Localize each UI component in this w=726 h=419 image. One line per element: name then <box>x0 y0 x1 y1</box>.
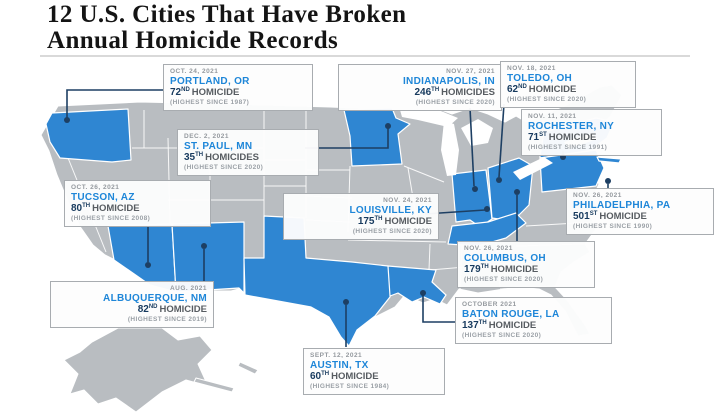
stat-word: HOMICIDES <box>205 152 259 164</box>
callout-city: ST. PAUL, MN <box>184 140 253 152</box>
marker-albuquerque <box>201 243 207 249</box>
callout-indianapolis <box>338 64 502 111</box>
alaska-islands-2 <box>238 362 258 374</box>
ordinal-suffix: TH <box>82 203 91 210</box>
callout-albuquerque <box>50 281 214 328</box>
homicide-count: 35 <box>184 152 196 164</box>
marker-baton-rouge <box>420 290 426 296</box>
callout-note: (HIGHEST SINCE 1990) <box>573 223 653 231</box>
callout-city: COLUMBUS, OH <box>464 252 546 264</box>
homicide-count: 175 <box>357 216 375 228</box>
marker-st-paul <box>385 123 391 129</box>
callout-portland <box>163 64 313 111</box>
ordinal-suffix: TH <box>195 152 204 159</box>
callout-louisville <box>283 193 439 240</box>
callout-stat <box>528 132 655 144</box>
callout-date: OCT. 26, 2021 <box>71 184 120 191</box>
homicide-count: 62 <box>507 84 519 96</box>
callout-stat <box>310 371 438 383</box>
alaska-islands <box>194 378 234 392</box>
homicide-count: 60 <box>310 371 322 383</box>
callout-date: SEPT. 12, 2021 <box>310 352 363 359</box>
callout-date: DEC. 2, 2021 <box>184 133 230 140</box>
ordinal-suffix: TH <box>321 371 330 378</box>
callout-date: OCTOBER 2021 <box>462 301 517 308</box>
stat-word: HOMICIDE <box>490 264 539 276</box>
state-alaska <box>64 328 212 412</box>
callout-date: NOV. 24, 2021 <box>383 197 432 204</box>
callout-date: NOV. 26, 2021 <box>573 192 622 199</box>
callout-stat <box>462 320 605 332</box>
homicide-count: 137 <box>462 320 479 332</box>
title-line-1: 12 U.S. Cities That Have Broken <box>47 1 407 28</box>
callout-date: AUG. 2021 <box>169 285 207 292</box>
callout-date: OCT. 24, 2021 <box>170 68 219 75</box>
marker-columbus <box>514 189 520 195</box>
stat-word: HOMICIDE <box>159 304 207 316</box>
callout-date: NOV. 26, 2021 <box>464 245 513 252</box>
ordinal-suffix: TH <box>431 87 440 94</box>
callout-stat <box>57 304 207 316</box>
ordinal-suffix: ST <box>589 211 598 218</box>
state-oregon <box>46 109 131 162</box>
callout-city: INDIANAPOLIS, IN <box>402 75 495 87</box>
ordinal-suffix: TH <box>480 264 489 271</box>
marker-philadelphia <box>605 178 611 184</box>
marker-toledo <box>496 177 502 183</box>
homicide-count: 82 <box>137 304 149 316</box>
marker-tucson <box>145 262 151 268</box>
callout-note: (HIGHEST SINCE 2020) <box>464 276 544 284</box>
callout-austin <box>303 348 445 395</box>
callout-stat <box>464 264 588 276</box>
stat-word: HOMICIDE <box>599 211 647 223</box>
stat-word: HOMICIDE <box>92 203 140 215</box>
homicide-count: 71 <box>528 132 540 144</box>
callout-note: (HIGHEST SINCE 1991) <box>528 144 608 152</box>
callout-tucson <box>64 180 211 227</box>
callout-stat <box>71 203 204 215</box>
callout-city: BATON ROUGE, LA <box>462 308 560 320</box>
ordinal-suffix: ND <box>518 84 527 91</box>
callout-baton-rouge <box>455 297 612 344</box>
callout-note: (HIGHEST SINCE 1987) <box>170 99 250 107</box>
callout-note: (HIGHEST SINCE 1984) <box>310 383 390 391</box>
callout-date: NOV. 27, 2021 <box>446 68 495 75</box>
ordinal-suffix: ST <box>539 132 547 139</box>
callout-philadelphia <box>566 188 714 235</box>
callout-city: PORTLAND, OR <box>170 75 250 87</box>
stat-word: HOMICIDE <box>384 216 432 228</box>
stat-word: HOMICIDES <box>441 87 495 99</box>
stat-word: HOMICIDE <box>331 371 379 383</box>
callout-city: ALBUQUERQUE, NM <box>103 292 207 304</box>
callout-note: (HIGHEST SINCE 2008) <box>71 215 151 223</box>
callout-st-paul <box>177 129 319 176</box>
homicide-count: 80 <box>71 203 83 215</box>
callout-date: NOV. 18, 2021 <box>507 65 556 72</box>
callout-date: NOV. 11, 2021 <box>528 113 577 120</box>
callout-city: PHILADELPHIA, PA <box>573 199 671 211</box>
callout-city: TUCSON, AZ <box>71 191 135 203</box>
callout-note: (HIGHEST SINCE 2019) <box>127 316 207 324</box>
state-pennsylvania <box>540 150 604 192</box>
ordinal-suffix: TH <box>478 320 487 327</box>
stat-word: HOMICIDE <box>488 320 537 332</box>
callout-note: (HIGHEST SINCE 2020) <box>184 164 264 172</box>
stat-word: HOMICIDE <box>191 87 240 99</box>
state-indiana <box>452 170 492 227</box>
callout-stat <box>170 87 306 99</box>
callout-city: LOUISVILLE, KY <box>349 204 432 216</box>
title-line-2: Annual Homicide Records <box>47 26 339 54</box>
ordinal-suffix: ND <box>181 87 190 94</box>
ordinal-suffix: ND <box>148 304 158 311</box>
callout-city: TOLEDO, OH <box>507 72 573 84</box>
callout-stat <box>184 152 312 164</box>
alaska <box>64 328 258 412</box>
stat-word: HOMICIDE <box>548 132 597 144</box>
marker-indianapolis <box>472 186 478 192</box>
callout-stat <box>290 216 432 228</box>
ordinal-suffix: TH <box>374 216 383 223</box>
callout-note: (HIGHEST SINCE 2020) <box>415 99 495 107</box>
callout-note: (HIGHEST SINCE 2020) <box>462 332 542 340</box>
callout-city: AUSTIN, TX <box>310 359 369 371</box>
homicide-count: 72 <box>170 87 182 99</box>
callout-stat <box>345 87 495 99</box>
callout-note: (HIGHEST SINCE 2020) <box>507 96 587 104</box>
callout-note: (HIGHEST SINCE 2020) <box>352 228 432 236</box>
callout-city: ROCHESTER, NY <box>528 120 615 132</box>
homicide-count: 179 <box>464 264 481 276</box>
callout-toledo <box>500 61 636 108</box>
callout-columbus <box>457 241 595 288</box>
callout-stat <box>573 211 707 223</box>
marker-austin <box>343 299 349 305</box>
marker-portland <box>64 117 70 123</box>
callout-stat <box>507 84 629 96</box>
homicide-count: 246 <box>414 87 432 99</box>
callout-rochester <box>521 109 662 156</box>
marker-louisville <box>484 206 490 212</box>
homicide-count: 501 <box>573 211 590 223</box>
stat-word: HOMICIDE <box>528 84 577 96</box>
